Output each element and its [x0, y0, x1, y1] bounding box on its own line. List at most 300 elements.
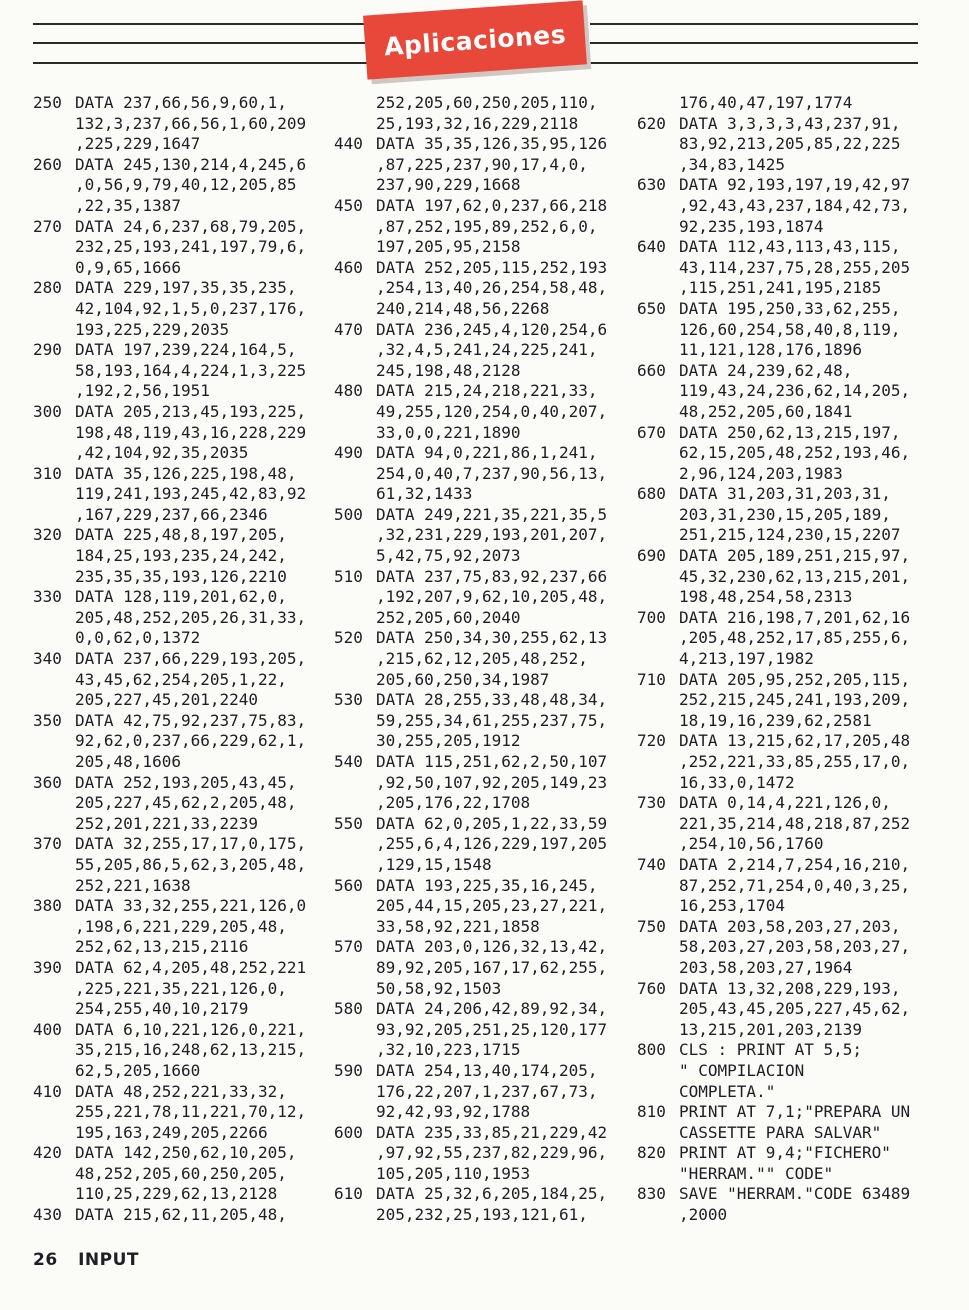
code-line	[334, 196, 634, 217]
line-number: 590	[334, 1060, 363, 1080]
line-number	[33, 1184, 75, 1205]
code-text: PRINT AT 9,4;"FICHERO"	[679, 1143, 891, 1163]
line-number: 600	[334, 1122, 363, 1142]
code-text: 4,213,197,1982	[679, 649, 814, 669]
code-text: DATA 128,119,201,62,0,	[75, 587, 287, 607]
line-number	[334, 1082, 376, 1103]
code-text: DATA 94,0,221,86,1,241,	[376, 443, 598, 463]
code-text: DATA 252,193,205,43,45,	[75, 772, 297, 792]
code-line	[334, 340, 634, 361]
code-line	[637, 834, 937, 855]
code-text: DATA 250,34,30,255,62,13	[376, 628, 608, 648]
code-line	[33, 217, 333, 238]
line-number	[33, 258, 75, 279]
line-number: 370	[33, 834, 62, 854]
listing-column-2	[334, 93, 634, 1226]
code-text: 92,42,93,92,1788	[376, 1102, 531, 1122]
code-line	[334, 1102, 634, 1123]
code-line	[334, 567, 634, 588]
line-number	[637, 999, 679, 1020]
line-number	[334, 1164, 376, 1185]
line-number: 660	[637, 360, 666, 380]
line-number	[637, 567, 679, 588]
line-number: 280	[33, 278, 62, 298]
code-line	[334, 876, 634, 897]
code-line	[334, 958, 634, 979]
line-number	[334, 464, 376, 485]
code-line	[334, 608, 634, 629]
line-number: 360	[33, 772, 62, 792]
line-number: 640	[637, 237, 666, 257]
line-number	[637, 896, 679, 917]
code-text: 205,48,1606	[75, 752, 181, 771]
code-text: DATA 92,193,197,19,42,97	[679, 175, 911, 195]
code-line	[334, 917, 634, 938]
code-text: DATA 237,66,229,193,205,	[75, 649, 307, 669]
code-line	[33, 340, 333, 361]
line-number	[334, 299, 376, 320]
code-line	[334, 155, 634, 176]
code-line	[637, 1102, 937, 1123]
code-line	[334, 1061, 634, 1082]
line-number: 690	[637, 546, 666, 566]
line-number	[637, 587, 679, 608]
code-text: ,225,221,35,221,126,0,	[75, 978, 287, 998]
line-number: 430	[33, 1205, 62, 1225]
line-number: 820	[637, 1143, 666, 1163]
line-number	[334, 1205, 376, 1226]
code-line	[334, 258, 634, 279]
page-number: 26	[33, 1250, 58, 1270]
line-number	[334, 917, 376, 938]
header-rule-right-1	[590, 23, 918, 25]
code-text: 25,193,32,16,229,2118	[376, 113, 579, 133]
code-text: DATA 249,221,35,221,35,5	[376, 504, 608, 524]
code-line	[33, 608, 333, 629]
line-number	[637, 690, 679, 711]
line-number	[33, 752, 75, 773]
line-number	[33, 999, 75, 1020]
code-text: 93,92,205,251,25,120,177	[376, 1019, 608, 1039]
line-number	[334, 896, 376, 917]
code-line	[33, 711, 333, 732]
code-line	[334, 484, 634, 505]
code-text: DATA 3,3,3,3,43,237,91,	[679, 113, 901, 133]
code-text: 126,60,254,58,40,8,119,	[679, 319, 901, 339]
line-number: 620	[637, 113, 666, 133]
code-line	[637, 237, 937, 258]
code-line	[637, 731, 937, 752]
code-line	[33, 258, 333, 279]
code-text: 43,45,62,254,205,1,22,	[75, 669, 287, 689]
code-text: 58,193,164,4,224,1,3,225	[75, 360, 307, 380]
code-text: 18,19,16,239,62,2581	[679, 710, 872, 730]
code-text: DATA 236,245,4,120,254,6	[376, 319, 608, 339]
listing-column-3	[637, 93, 937, 1226]
line-number	[334, 546, 376, 567]
code-line	[637, 258, 937, 279]
code-line	[33, 773, 333, 794]
line-number: 410	[33, 1081, 62, 1101]
section-title: Aplicaciones	[383, 19, 567, 61]
line-number: 460	[334, 257, 363, 277]
line-number: 530	[334, 690, 363, 710]
line-number	[334, 93, 376, 114]
code-line	[637, 649, 937, 670]
line-number	[334, 175, 376, 196]
line-number	[637, 258, 679, 279]
line-number	[637, 217, 679, 238]
code-text: DATA 197,239,224,164,5,	[75, 340, 297, 360]
code-text: 48,252,205,60,250,205,	[75, 1163, 287, 1183]
line-number	[334, 855, 376, 876]
code-line	[33, 423, 333, 444]
line-number	[334, 340, 376, 361]
code-line	[33, 1143, 333, 1164]
code-line	[334, 278, 634, 299]
code-line	[637, 1164, 937, 1185]
line-number	[637, 320, 679, 341]
page-footer	[33, 1250, 139, 1270]
line-number: 550	[334, 813, 363, 833]
code-line	[334, 402, 634, 423]
code-text: 240,214,48,56,2268	[376, 298, 550, 318]
code-text: 252,201,221,33,2239	[75, 813, 259, 833]
code-line	[33, 567, 333, 588]
line-number: 680	[637, 484, 666, 504]
code-line	[334, 175, 634, 196]
code-line	[334, 217, 634, 238]
code-text: DATA 252,205,115,252,193	[376, 257, 608, 277]
code-text: ,215,62,12,205,48,252,	[376, 649, 588, 669]
code-line	[637, 855, 937, 876]
code-text: "HERRAM."" CODE"	[679, 1163, 834, 1183]
code-line	[637, 937, 937, 958]
line-number: 540	[334, 752, 363, 771]
code-line	[637, 525, 937, 546]
code-line	[33, 1102, 333, 1123]
code-line	[637, 670, 937, 691]
code-line	[33, 134, 333, 155]
code-line	[637, 896, 937, 917]
code-text: DATA 205,95,252,205,115,	[679, 669, 911, 689]
listing-column-1	[33, 93, 333, 1226]
code-line	[637, 1123, 937, 1144]
code-text: 33,0,0,221,1890	[376, 422, 521, 442]
code-text: ,192,207,9,62,10,205,48,	[376, 587, 608, 607]
code-text: ,92,50,107,92,205,149,23	[376, 772, 608, 792]
line-number: 670	[637, 422, 666, 442]
code-line	[33, 381, 333, 402]
line-number	[33, 484, 75, 505]
code-text: ,22,35,1387	[75, 195, 181, 215]
code-line	[637, 999, 937, 1020]
code-line	[637, 608, 937, 629]
line-number	[33, 670, 75, 691]
code-line	[33, 464, 333, 485]
line-number	[33, 979, 75, 1000]
line-number	[637, 381, 679, 402]
code-text: DATA 215,24,218,221,33,	[376, 381, 598, 401]
line-number	[334, 361, 376, 382]
code-line	[33, 690, 333, 711]
code-text: ,115,251,241,195,2185	[679, 278, 882, 298]
line-number	[33, 1164, 75, 1185]
line-number: 470	[334, 319, 363, 339]
code-line	[33, 1164, 333, 1185]
code-text: DATA 2,214,7,254,16,210,	[679, 854, 911, 874]
code-line	[637, 155, 937, 176]
code-line	[334, 1184, 634, 1205]
line-number: 760	[637, 978, 666, 998]
line-number	[334, 670, 376, 691]
line-number	[33, 731, 75, 752]
line-number	[33, 608, 75, 629]
code-text: ,129,15,1548	[376, 854, 492, 874]
code-text: DATA 197,62,0,237,66,218	[376, 195, 608, 215]
code-line	[637, 793, 937, 814]
line-number	[334, 484, 376, 505]
line-number	[637, 505, 679, 526]
code-text: ,42,104,92,35,2035	[75, 443, 249, 463]
code-line	[637, 546, 937, 567]
line-number	[637, 628, 679, 649]
code-line	[334, 525, 634, 546]
code-line	[33, 299, 333, 320]
code-line	[334, 690, 634, 711]
code-text: 252,62,13,215,2116	[75, 937, 249, 957]
code-text: 58,203,27,203,58,203,27,	[679, 937, 911, 957]
line-number	[33, 361, 75, 382]
code-text: 252,215,245,241,193,209,	[679, 690, 911, 710]
code-line	[33, 1061, 333, 1082]
code-text: 221,35,214,48,218,87,252	[679, 813, 911, 833]
line-number	[334, 237, 376, 258]
code-text: 50,58,92,1503	[376, 978, 502, 998]
code-text: 89,92,205,167,17,62,255,	[376, 957, 608, 977]
line-number: 420	[33, 1143, 62, 1163]
line-number: 580	[334, 999, 363, 1019]
code-text: 119,43,24,236,62,14,205,	[679, 381, 911, 401]
code-line	[334, 505, 634, 526]
code-text: 35,215,16,248,62,13,215,	[75, 1040, 307, 1060]
code-text: DATA 225,48,8,197,205,	[75, 525, 287, 545]
line-number	[33, 814, 75, 835]
line-number: 270	[33, 216, 62, 236]
code-text: 83,92,213,205,85,22,225	[679, 134, 901, 154]
code-line	[637, 361, 937, 382]
line-number	[637, 196, 679, 217]
code-text: 205,44,15,205,23,27,221,	[376, 896, 608, 916]
code-line	[637, 381, 937, 402]
line-number	[334, 423, 376, 444]
code-text: 132,3,237,66,56,1,60,209	[75, 113, 307, 133]
line-number: 450	[334, 195, 363, 215]
code-text: " COMPILACION	[679, 1060, 805, 1080]
code-text: 92,235,193,1874	[679, 216, 824, 236]
code-text: DATA 31,203,31,203,31,	[679, 484, 891, 504]
line-number	[637, 1123, 679, 1144]
line-number: 710	[637, 669, 666, 689]
line-number	[334, 608, 376, 629]
code-text: DATA 28,255,33,48,48,34,	[376, 690, 608, 710]
line-number	[33, 1040, 75, 1061]
code-text: ,32,10,223,1715	[376, 1040, 521, 1060]
code-line	[637, 340, 937, 361]
code-line	[33, 896, 333, 917]
line-number	[33, 134, 75, 155]
line-number	[637, 876, 679, 897]
code-line	[33, 175, 333, 196]
code-line	[637, 711, 937, 732]
code-line	[33, 525, 333, 546]
code-text: DATA 24,206,42,89,92,34,	[376, 999, 608, 1019]
code-text: 203,31,230,15,205,189,	[679, 504, 891, 524]
line-number	[33, 793, 75, 814]
code-line	[33, 505, 333, 526]
line-number	[334, 1020, 376, 1041]
line-number	[334, 1102, 376, 1123]
line-number	[334, 402, 376, 423]
code-line	[33, 999, 333, 1020]
code-line	[33, 1020, 333, 1041]
code-line	[334, 979, 634, 1000]
code-line	[334, 381, 634, 402]
code-line	[334, 320, 634, 341]
code-text: DATA 24,6,237,68,79,205,	[75, 216, 307, 236]
code-line	[33, 1123, 333, 1144]
code-text: 59,255,34,61,255,237,75,	[376, 710, 608, 730]
code-line	[637, 773, 937, 794]
code-line	[637, 278, 937, 299]
code-text: 205,48,252,205,26,31,33,	[75, 607, 307, 627]
code-text: 16,33,0,1472	[679, 772, 795, 792]
code-line	[33, 484, 333, 505]
code-text: ,32,231,229,193,201,207,	[376, 525, 608, 545]
line-number	[637, 278, 679, 299]
line-number	[33, 1102, 75, 1123]
code-text: DATA 33,32,255,221,126,0	[75, 896, 307, 916]
code-text: 105,205,110,1953	[376, 1163, 531, 1183]
line-number: 570	[334, 937, 363, 957]
code-text: COMPLETA."	[679, 1081, 776, 1101]
code-line	[33, 628, 333, 649]
code-line	[637, 917, 937, 938]
code-line	[334, 93, 634, 114]
code-text: 235,35,35,193,126,2210	[75, 566, 287, 586]
code-text: DATA 205,189,251,215,97,	[679, 546, 911, 566]
code-text: DATA 216,198,7,201,62,16	[679, 607, 911, 627]
line-number	[637, 1061, 679, 1082]
code-line	[33, 979, 333, 1000]
header-rule-left-2	[33, 42, 373, 44]
line-number	[637, 155, 679, 176]
code-line	[637, 979, 937, 1000]
code-line	[33, 155, 333, 176]
line-number	[334, 711, 376, 732]
code-text: 252,221,1638	[75, 875, 191, 895]
code-line	[33, 814, 333, 835]
line-number	[637, 773, 679, 794]
code-text: DATA 193,225,35,16,245,	[376, 875, 598, 895]
code-text: DATA 62,4,205,48,252,221	[75, 957, 307, 977]
code-line	[334, 814, 634, 835]
code-line	[637, 814, 937, 835]
line-number	[33, 443, 75, 464]
code-line	[334, 546, 634, 567]
code-line	[637, 320, 937, 341]
code-text: DATA 254,13,40,174,205,	[376, 1060, 598, 1080]
code-text: CASSETTE PARA SALVAR"	[679, 1122, 882, 1142]
code-line	[33, 1040, 333, 1061]
code-line	[334, 628, 634, 649]
code-line	[334, 711, 634, 732]
code-text: 245,198,48,2128	[376, 360, 521, 380]
code-text: DATA 215,62,11,205,48,	[75, 1205, 287, 1225]
code-text: 193,225,229,2035	[75, 319, 230, 339]
code-line	[637, 752, 937, 773]
line-number	[334, 773, 376, 794]
code-text: ,167,229,237,66,2346	[75, 504, 268, 524]
line-number: 740	[637, 854, 666, 874]
code-text: 119,241,193,245,42,83,92	[75, 484, 307, 504]
code-text: ,254,13,40,26,254,58,48,	[376, 278, 608, 298]
code-text: PRINT AT 7,1;"PREPARA UN	[679, 1102, 911, 1122]
line-number	[637, 525, 679, 546]
code-text: 252,205,60,250,205,110,	[376, 93, 598, 112]
code-text: DATA 62,0,205,1,22,33,59	[376, 813, 608, 833]
code-line	[334, 134, 634, 155]
code-text: DATA 235,33,85,21,229,42	[376, 1122, 608, 1142]
code-text: 198,48,254,58,2313	[679, 587, 853, 607]
code-line	[334, 587, 634, 608]
code-text: DATA 0,14,4,221,126,0,	[679, 793, 891, 813]
line-number	[334, 1143, 376, 1164]
code-line	[334, 361, 634, 382]
code-text: ,32,4,5,241,24,225,241,	[376, 340, 598, 360]
code-text: DATA 229,197,35,35,235,	[75, 278, 297, 298]
code-text: 195,163,249,205,2266	[75, 1122, 268, 1142]
code-text: 62,15,205,48,252,193,46,	[679, 443, 911, 463]
line-number: 290	[33, 340, 62, 360]
line-number	[334, 958, 376, 979]
magazine-name: INPUT	[78, 1250, 140, 1270]
code-text: 48,252,205,60,1841	[679, 401, 853, 421]
code-line	[334, 1164, 634, 1185]
code-line	[334, 999, 634, 1020]
line-number	[334, 217, 376, 238]
code-text: 55,205,86,5,62,3,205,48,	[75, 854, 307, 874]
line-number	[33, 196, 75, 217]
code-text: 205,232,25,193,121,61,	[376, 1205, 588, 1225]
section-badge	[363, 0, 587, 79]
code-text: 11,121,128,176,1896	[679, 340, 863, 360]
line-number: 320	[33, 525, 62, 545]
code-text: CLS : PRINT AT 5,5;	[679, 1040, 863, 1060]
line-number	[637, 834, 679, 855]
code-line	[334, 937, 634, 958]
code-line	[334, 299, 634, 320]
code-text: DATA 195,250,33,62,255,	[679, 298, 901, 318]
code-line	[33, 114, 333, 135]
line-number: 700	[637, 607, 666, 627]
line-number	[637, 752, 679, 773]
line-number	[33, 855, 75, 876]
code-line	[33, 649, 333, 670]
code-text: DATA 250,62,13,215,197,	[679, 422, 901, 442]
line-number	[334, 525, 376, 546]
line-number	[33, 917, 75, 938]
